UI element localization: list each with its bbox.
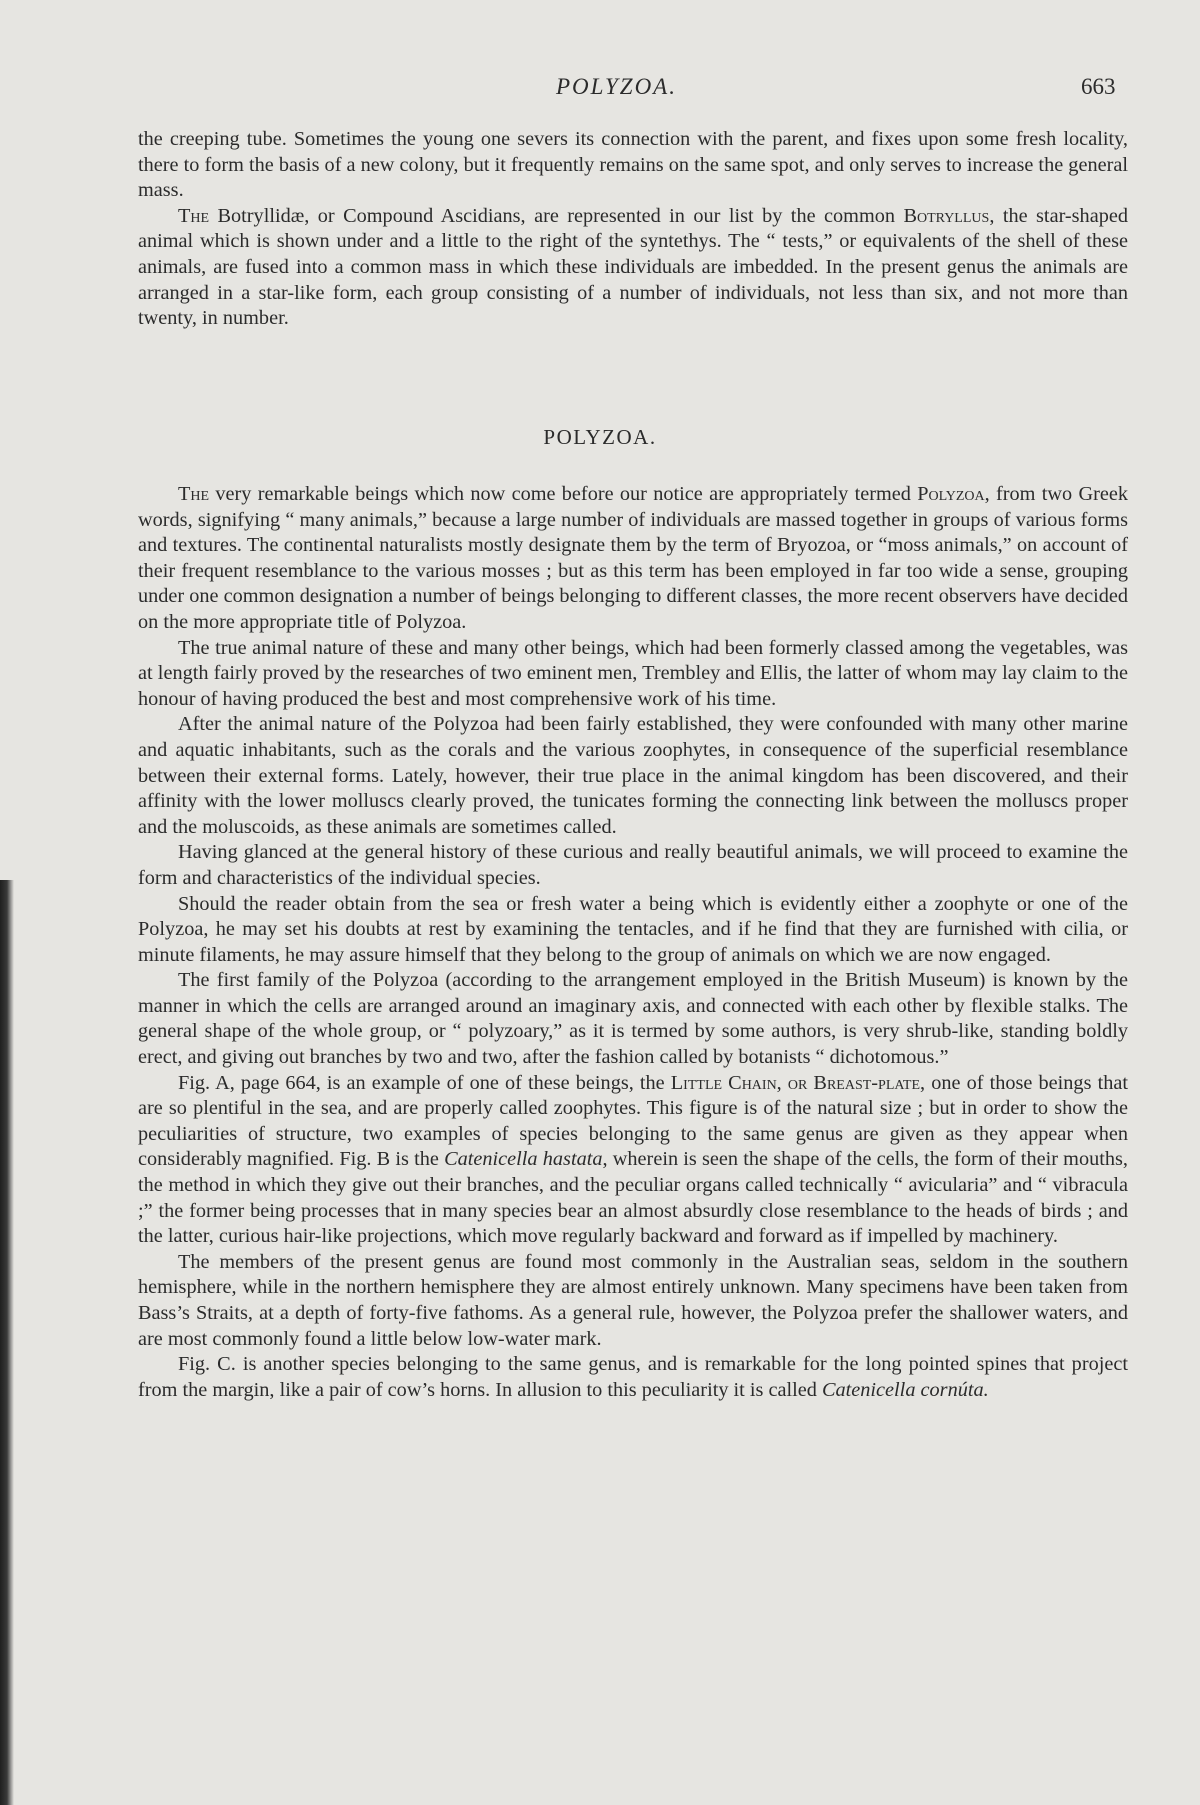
body-paragraph-1 bbox=[138, 482, 1128, 636]
body-p1-lead: The bbox=[178, 483, 210, 505]
body-paragraph-7 bbox=[138, 1071, 1128, 1250]
body-p9-text-a: Fig. C. is another species belonging to the same genus, and is remarkable for the long pointed spines that project from the margin, like a pair of cow’s horns. In allusion to this peculiarity it is called bbox=[138, 1353, 1128, 1401]
body-paragraph-3: After the animal nature of the Polyzoa had been fairly established, they were confounded with many other marine and aquatic inhabitants, such as the corals and the various zoophytes, in consequence of the superficial resemblance between their external forms. Lately, however, their true place in the animal kingdom has been discovered, and their affinity with the lower molluscs clearly proved, the tunicates forming the connecting link between the molluscs proper and the moluscoids, as these animals are sometimes called. bbox=[138, 713, 1128, 838]
section-heading: POLYZOA. bbox=[543, 425, 657, 449]
body-p1-text-a: very remarkable beings which now come before our notice are appropriately termed bbox=[209, 483, 918, 505]
binding-shadow bbox=[0, 880, 14, 1805]
body-paragraph-2: The true animal nature of these and many other beings, which had been formerly classed among the vegetables, was at length fairly proved by the researches of two eminent men, Trembley and Ellis, the latter of whom may lay claim to the honour of having produced the best and most comprehensive work of his time. bbox=[138, 636, 1128, 710]
intro-p2-lead: The bbox=[178, 204, 210, 227]
intro-p2-text-b: , the star-shaped animal which is shown under and a little to the right of the syntethys. The “ tests,” or equivalents of the shell of these animals, are fused into a common mass in which these individuals are imbedded. In the present genus the animals are arranged in a star-like form, each group consisting of a number of individuals, not less than six, and not more than twenty, in number. bbox=[138, 204, 1128, 330]
page-number: 663 bbox=[1081, 74, 1116, 99]
body-p9-catenicella-cornuta: Catenicella cornúta. bbox=[821, 1378, 989, 1401]
body-p7-text-a: Fig. A, page 664, is an example of one of these beings, the bbox=[178, 1071, 671, 1094]
body-p7-text-c: , wherein is seen the shape of the cells, the form of their mouths, the method in which they give out their branches, and the peculiar organs called technically “ avicularia” and “ vibracula ;” the former being processes that in many species bear an almost absurdly close resemblance to the heads of birds ; and the latter, curious hair-like projections, which move regularly backward and forward as if impelled by machinery. bbox=[138, 1148, 1128, 1248]
intro-paragraph-2 bbox=[138, 204, 1128, 332]
body-paragraph-8: The members of the present genus are found most commonly in the Australian seas, seldom in the southern hemisphere, while in the northern hemisphere they are almost entirely unknown. Many specimens have been taken from Bass’s Straits, at a depth of forty-five fathoms. As a general rule, however, the Polyzoa prefer the shallower waters, and are most commonly found a little below low-water mark. bbox=[138, 1250, 1128, 1350]
body-paragraph-9 bbox=[138, 1352, 1128, 1403]
body-p7-text-b: , one of those beings that are so plentiful in the sea, and are properly called zoophytes. This figure is of the natural size ; but in order to show the peculiarities of structure, two examples of species belonging to the same genus are given as they appear when considerably magnified. Fig. B is the bbox=[138, 1071, 1128, 1171]
body-p1-polyzoa: Polyzoa bbox=[917, 483, 985, 505]
intro-p2-text-a: Botryllidæ, or Compound Ascidians, are represented in our list by the common bbox=[209, 204, 904, 227]
running-title: POLYZOA. bbox=[556, 74, 677, 99]
intro-paragraph-1: the creeping tube. Sometimes the young one severs its connection with the parent, and fixes upon some fresh locality, there to form the basis of a new colony, but it frequently remains on the same spot, and only serves to increase the general mass. bbox=[138, 128, 1128, 202]
body-paragraph-5: Should the reader obtain from the sea or fresh water a being which is evidently either a zoophyte or one of the Polyzoa, he may set his doubts at rest by examining the tentacles, and if he find that they are furnished with cilia, or minute filaments, he may assure himself that they belong to the group of animals on which we are now engaged. bbox=[138, 892, 1128, 966]
main-text bbox=[138, 482, 1128, 1403]
body-paragraph-4: Having glanced at the general history of these curious and really beautiful animals, we will proceed to examine the form and characteristics of the individual species. bbox=[138, 841, 1128, 889]
intro-text bbox=[138, 127, 1128, 332]
body-paragraph-6: The first family of the Polyzoa (according to the arrangement employed in the British Museum) is known by the manner in which the cells are arranged around an imaginary axis, and connected with each other by flexible stalks. The general shape of the whole group, or “ polyzoary,” as it is termed by some authors, is very shrub-like, standing boldly erect, and giving out branches by two and two, after the fashion called by botanists “ dichotomous.” bbox=[138, 969, 1128, 1069]
body-p1-text-b: , from two Greek words, signifying “ many animals,” because a large number of individuals are massed together in groups of various forms and textures. The continental naturalists mostly designate them by the term of Bryozoa, or “moss animals,” on account of their frequent resemblance to the various mosses ; but as this term has been employed in far too wide a sense, grouping under one common designation a number of beings belonging to different classes, the more recent observers have decided on the more appropriate title of Polyzoa. bbox=[138, 483, 1128, 633]
body-p7-little-chain: Little Chain, or Breast-plate bbox=[670, 1071, 921, 1094]
body-p7-catenicella-hastata: Catenicella hastata bbox=[444, 1148, 603, 1171]
intro-p2-botryllus: Botryllus bbox=[903, 204, 990, 227]
running-head bbox=[0, 70, 1200, 106]
